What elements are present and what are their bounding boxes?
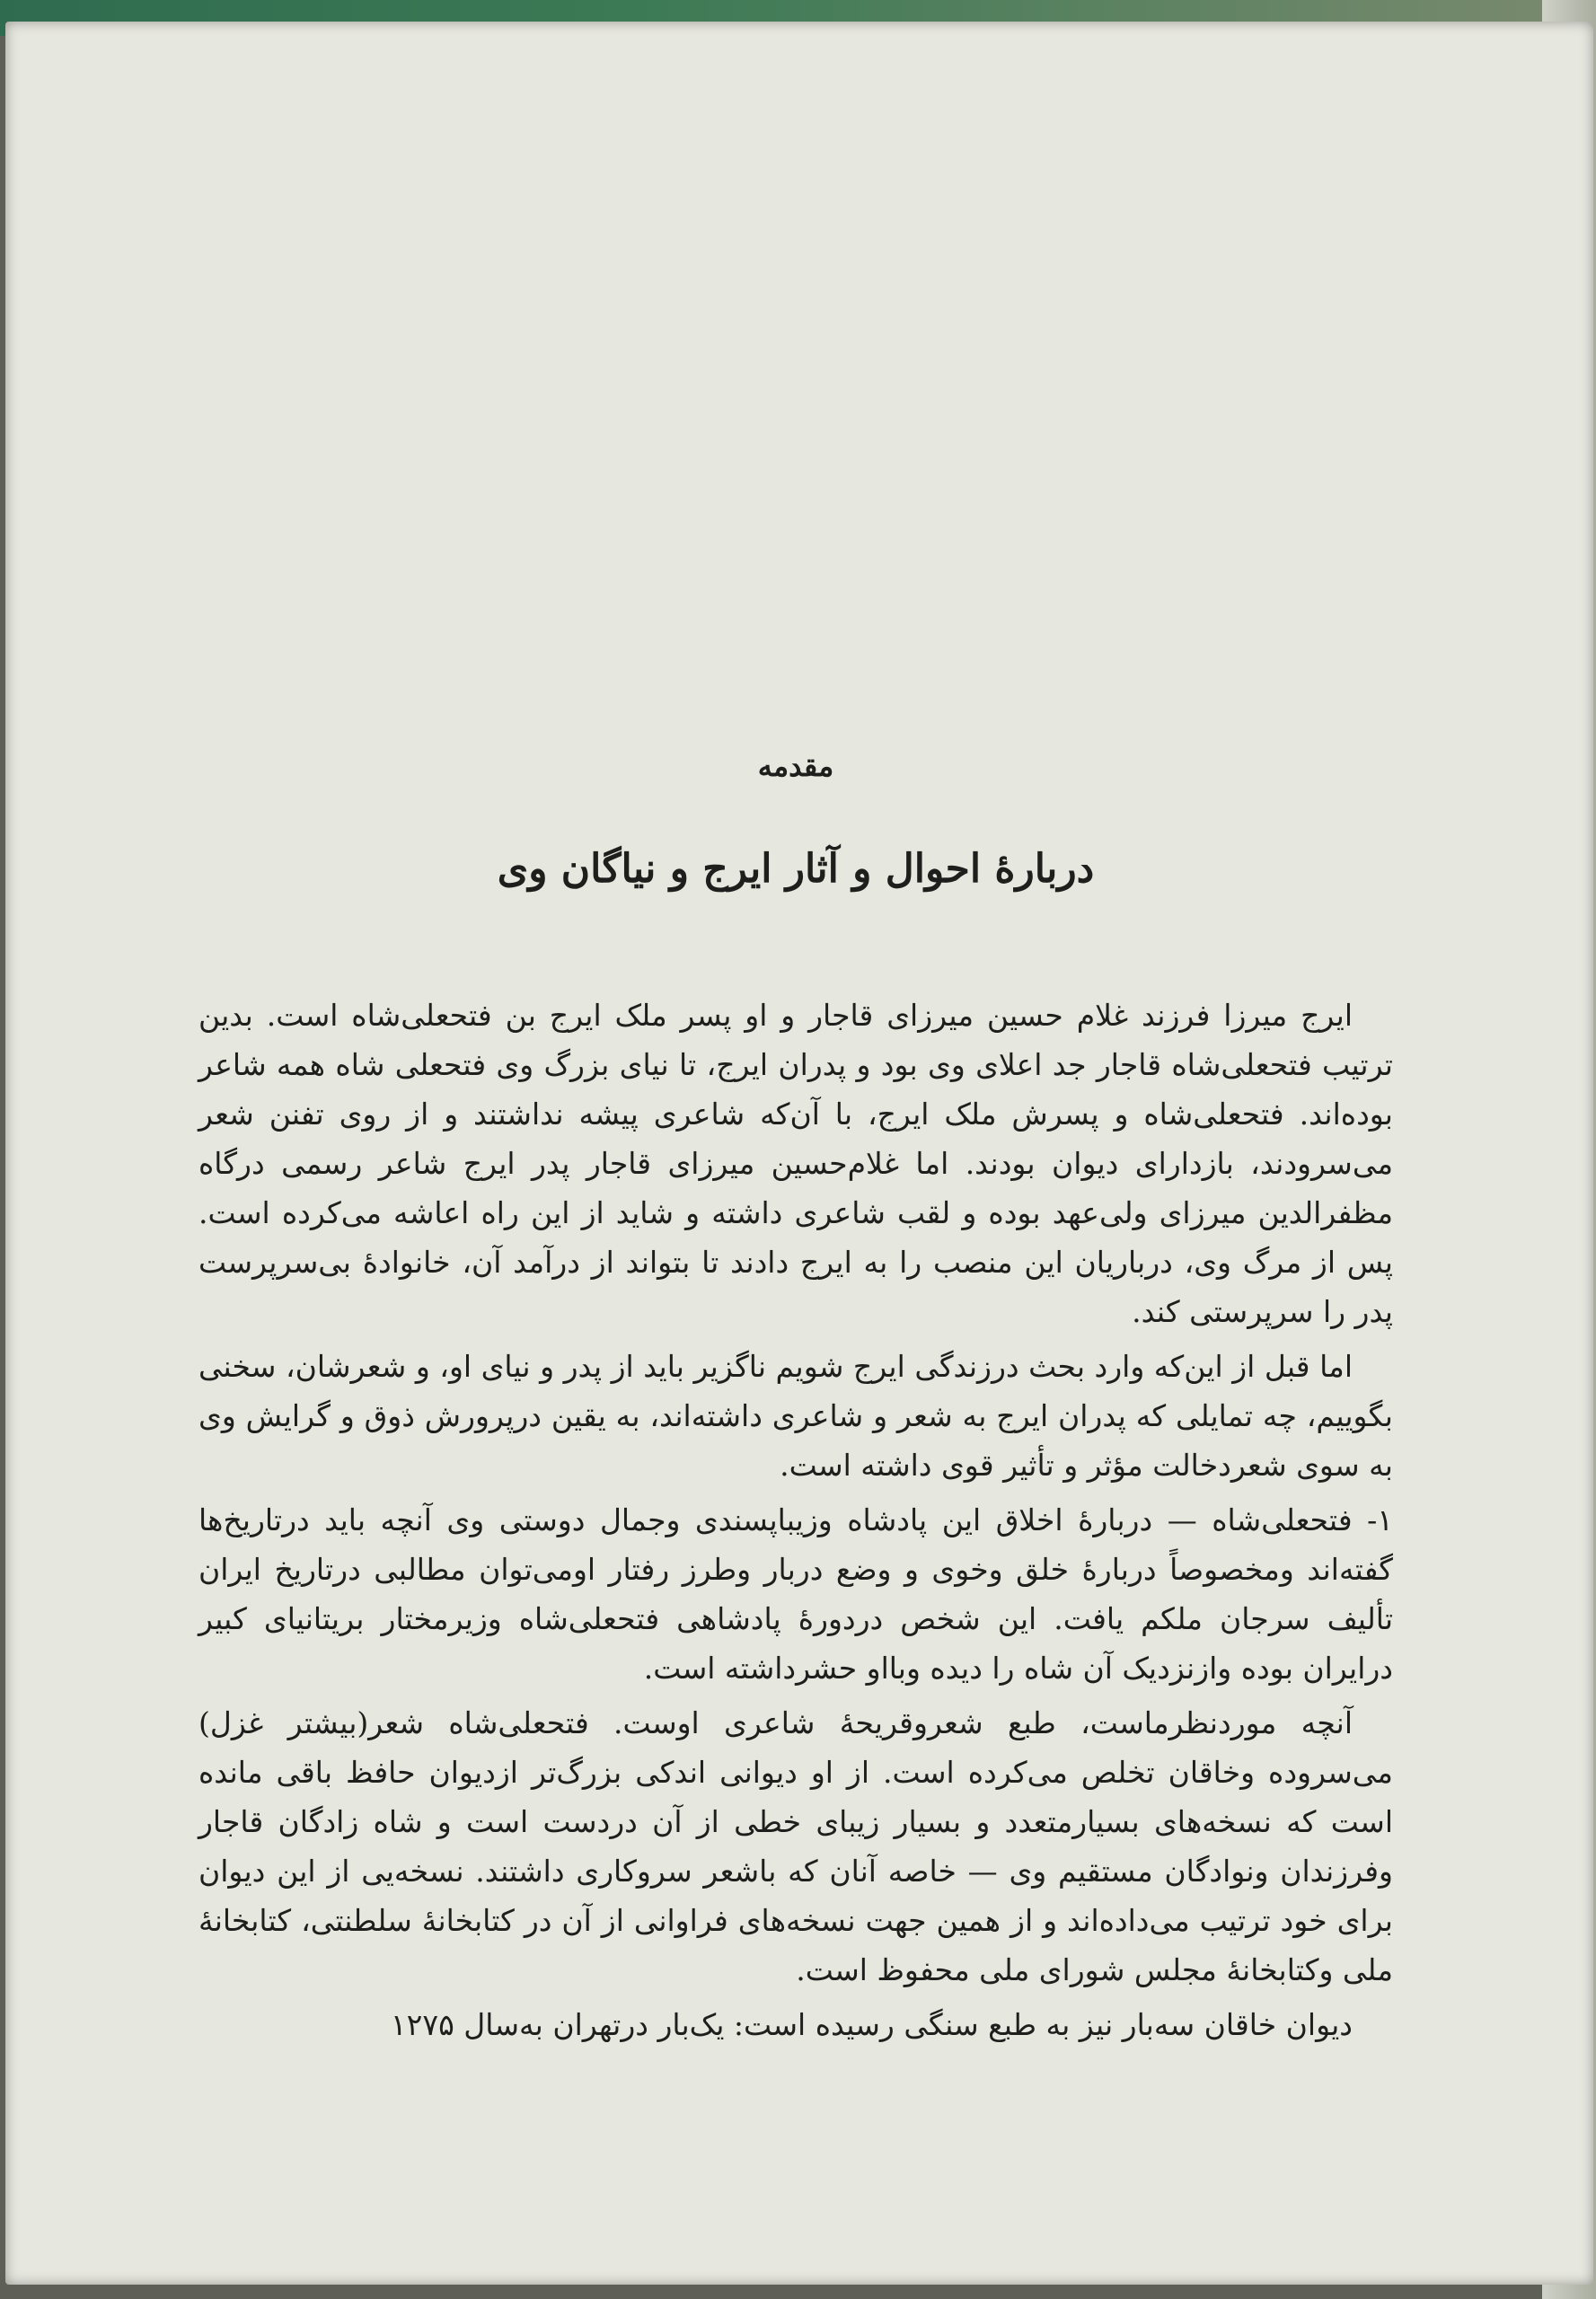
paragraph-5: دیوان خاقان سه‌بار نیز به طبع سنگی رسیده است: یک‌بار درتهران به‌سال ۱۲۷۵ [390,2007,1353,2042]
book-page [5,22,1593,2285]
paragraph-3: ۱- فتحعلی‌شاه — دربارهٔ اخلاق این پادشاه وزیباپسندی وجمال دوستی وی آنچه باید درتاریخ‌ها گفته‌اند ومخصوصاً دربارهٔ خلق وخوی و وضع دربار وطرز رفتار اومی‌توان مطالبی درتاریخ ایران تألیف سرجان ملکم یافت. این شخص دردورهٔ پادشاهی فتحعلی‌شاه وزیرمختار بریتانیای کبیر درایران بوده وازنزدیک آن شاه را دیده وبااو حشرداشته است. [198,1502,1393,1686]
section-label: مقدمه [757,749,834,783]
paragraph-2: اما قبل از این‌که وارد بحث درزندگی ایرج شویم ناگزیر باید از پدر و نیای او، و شعرشان، سخنی بگوییم، چه تمایلی که پدران ایرج به شعر و شاعری داشته‌اند، به یقین درپرورش ذوق و گرایش وی به سوی شعردخالت مؤثر و تأثیر قوی داشته است. [198,1349,1393,1483]
paragraph-1: ایرج میرزا فرزند غلام حسین میرزای قاجار و او پسر ملک ایرج بن فتحعلی‌شاه است. بدین ترتیب فتحعلی‌شاه قاجار جد اعلای وی بود و پدران ایرج، تا نیای بزرگ وی فتحعلی شاه همه شاعر بوده‌اند. فتحعلی‌شاه و پسرش ملک ایرج، با آن‌که شاعری پیشه نداشتند و از روی تفنن شعر می‌سرودند، بازدارای دیوان بودند. اما غلام‌حسین میرزای قاجار پدر ایرج شاعر رسمی درگاه مظفرالدین میرزای ولی‌عهد بوده و لقب شاعری داشته و شاید از این راه اعاشه می‌کرده است. پس از مرگ وی، درباریان این منصب را به ایرج دادند تا بتواند از درآمد آن، خانوادهٔ بی‌سرپرست پدر را سرپرستی کند. [198,998,1393,1329]
page-title: دربارهٔ احوال و آثار ایرج و نیاگان وی [497,846,1095,892]
paragraph-4: آنچه موردنظرماست، طبع شعروقریحهٔ شاعری اوست. فتحعلی‌شاه شعر(بیشتر غزل) می‌سروده وخاقان تخلص می‌کرده است. از او دیوانی اندکی بزرگ‌تر ازدیوان حافظ باقی مانده است که نسخه‌های بسیارمتعدد و بسیار زیبای خطی از آن دردست است و شاه زادگان قاجار وفرزندان ونوادگان مستقیم وی — خاصه آنان که باشعر سروکاری داشتند. نسخه‌یی از این دیوان برای خود ترتیب می‌داده‌اند و از همین جهت نسخه‌های فراوانی از آن در کتابخانهٔ سلطنتی، کتابخانهٔ ملی وکتابخانهٔ مجلس شورای ملی محفوظ است. [198,1705,1393,1987]
page-content [198,749,1393,2055]
